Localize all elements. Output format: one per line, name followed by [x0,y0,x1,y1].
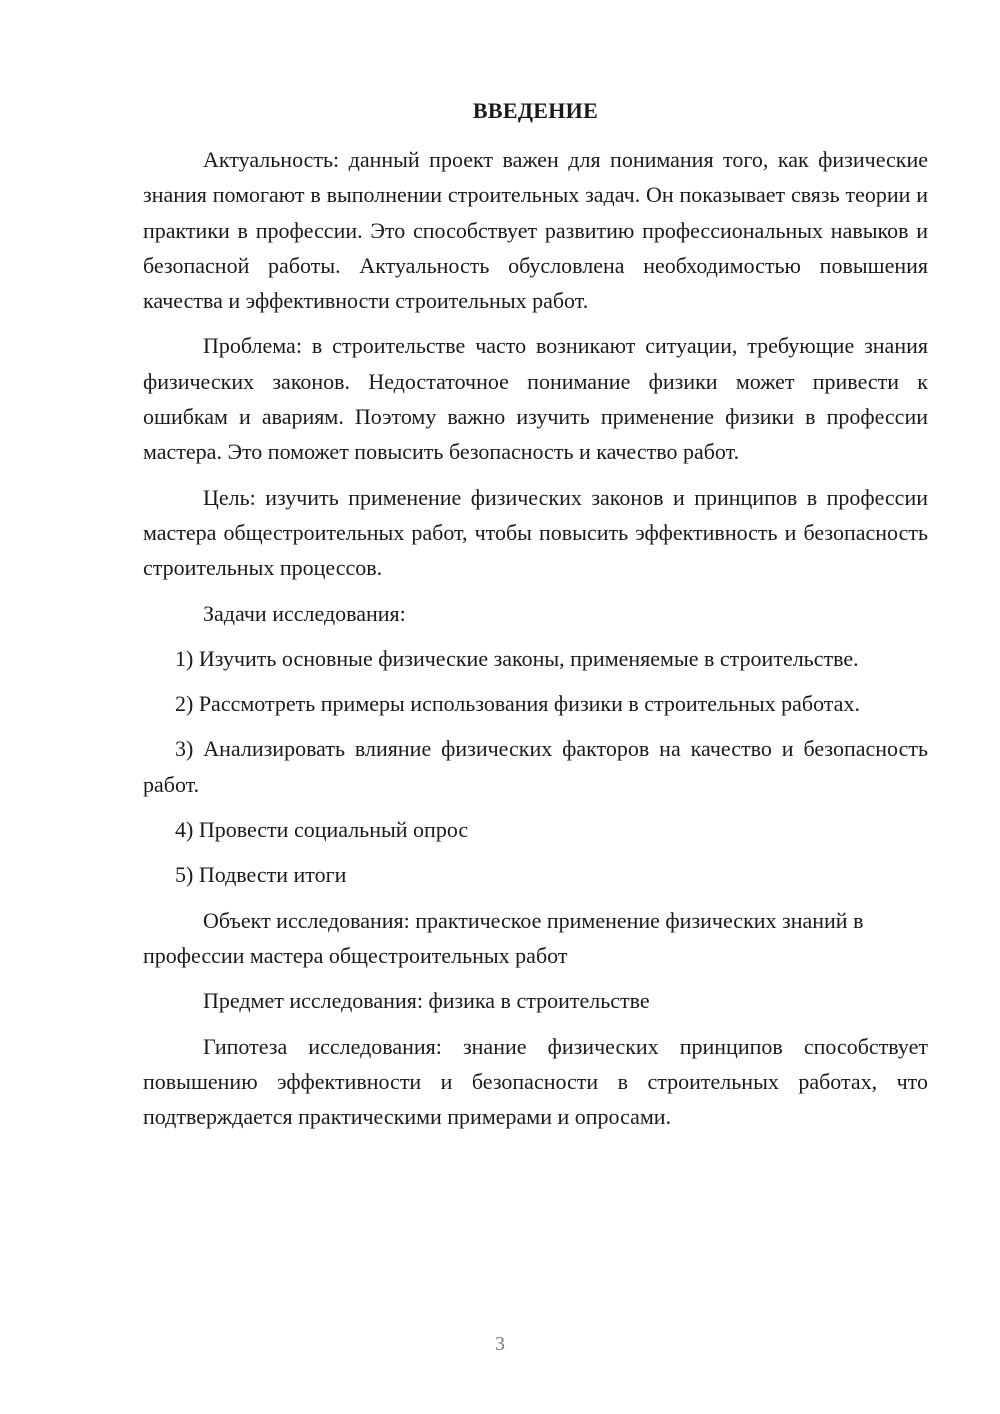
paragraph-subject: Предмет исследования: физика в строительстве [203,988,650,1014]
paragraph-problem: Проблема: в строительстве часто возникают ситуации, требующие знания физических законов. Недостаточное понимание физики может привести к ошибкам и авариям. Поэтому важно изучить применение физики в профессии мастера. Это поможет повысить безопасность и качество работ. [143,333,928,465]
paragraph-goal: Цель: изучить применение физических законов и принципов в профессии мастера общестроительных работ, чтобы повысить эффективность и безопасность строительных процессов. [143,484,928,581]
paragraph-object: Объект исследования: практическое применение физических знаний в профессии мастера общестроительных работ [143,907,864,968]
task-item-4: 4) Провести социальный опрос [175,817,469,843]
task-item-1: 1) Изучить основные физические законы, применяемые в строительстве. [175,645,859,671]
page-title: ВВЕДЕНИЕ [472,98,599,123]
tasks-heading: Задачи исследования: [203,600,406,626]
task-item-3: 3) Анализировать влияние физических факторов на качество и безопасность работ. [143,736,928,797]
page-number: 3 [495,1333,505,1355]
task-item-5: 5) Подвести итоги [175,862,347,888]
task-item-2: 2) Рассмотреть примеры использования физики в строительных работах. [175,691,860,717]
paragraph-hypothesis: Гипотеза исследования: знание физических принципов способствует повышению эффективности и безопасности в строительных работах, что подтверждается практическими примерами и опросами. [143,1033,928,1130]
paragraph-relevance: Актуальность: данный проект важен для понимания того, как физические знания помогают в выполнении строительных задач. Он показывает связь теории и практики в профессии. Это способствует развитию профессиональных навыков и безопасной работы. Актуальность обусловлена необходимостью повышения качества и эффективности строительных работ. [143,147,928,314]
document-body [143,142,928,1144]
